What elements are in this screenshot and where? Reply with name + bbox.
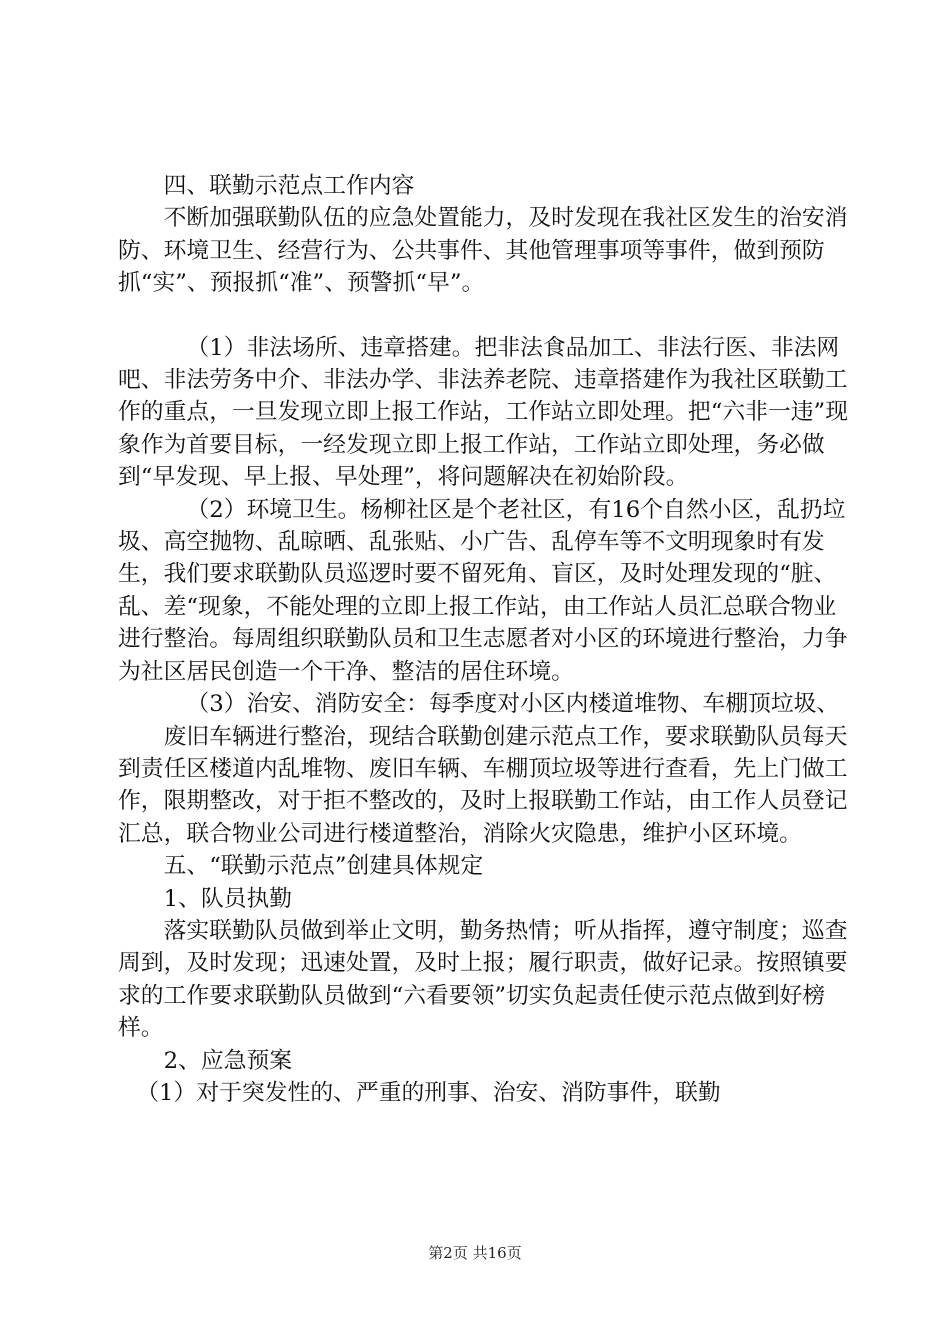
paragraph-item-1: （1）非法场所、违章搭建。把非法食品加工、非法行医、非法网吧、非法劳务中介、非法办学、非法养老院、违章搭建作为我社区联勤工作的重点，一旦发现立即上报工作站，工作站立即处理。把“六非一违”现象作为首要目标，一经发现立即上报工作站，工作站立即处理，务必做到“早发现、早上报、早处理”，将问题解决在初始阶段。: [118, 334, 849, 491]
paragraph-intro: 不断加强联勤队伍的应急处置能力，及时发现在我社区发生的治安消防、环境卫生、经营行为、公共事件、其他管理事项等事件，做到预防抓“实”、预报抓“准”、预警抓“早”。: [118, 205, 848, 297]
paragraph-item-3-continued: 废旧车辆进行整治，现结合联勤创建示范点工作，要求联勤队员每天到责任区楼道内乱堆物、废旧车辆、车棚顶垃圾等进行查看，先上门做工作，限期整改，对于拒不整改的，及时上报联勤工作站，由工作人员登记汇总，联合物业公司进行楼道整治，消除火灾隐患，维护小区环境。: [118, 723, 848, 847]
page-number-footer: 第2页 共16页: [428, 1244, 522, 1262]
paragraph-gap: [118, 300, 848, 332]
paragraph-duty: 落实联勤队员做到举止文明，勤务热情；听从指挥，遵守制度；巡查周到，及时发现；迅速处置，及时上报；履行职责，做好记录。按照镇要求的工作要求联勤队员做到“六看要领”切实负起责任使示范点做到好榜样。: [118, 917, 848, 1042]
section-heading-4: 四、联勤示范点工作内容: [163, 173, 415, 199]
document-body: [118, 170, 848, 1109]
paragraph-item-2: （2）环境卫生。杨柳社区是个老社区，有16个自然小区，乱扔垃圾、高空抛物、乱晾晒、乱张贴、小广告、乱停车等不文明现象时有发生，我们要求联勤队员巡逻时要不留死角、盲区，及时处理发现的“脏、乱、差“现象，不能处理的立即上报工作站，由工作站人员汇总联合物业进行整治。每周组织联勤队员和卫生志愿者对小区的环境进行整治，力争为社区居民创造一个干净、整洁的居住环境。: [118, 496, 848, 685]
paragraph-item-3: （3）治安、消防安全：每季度对小区内楼道堆物、车棚顶垃圾、: [186, 691, 840, 718]
paragraph-emergency-1: （1）对于突发性的、严重的刑事、治安、消防事件，联勤: [136, 1079, 721, 1106]
subheading-emergency-plan: 2、应急预案: [163, 1047, 293, 1074]
subheading-duty: 1、队员执勤: [163, 885, 293, 912]
section-heading-5: 五、“联勤示范点”创建具体规定: [163, 853, 484, 880]
